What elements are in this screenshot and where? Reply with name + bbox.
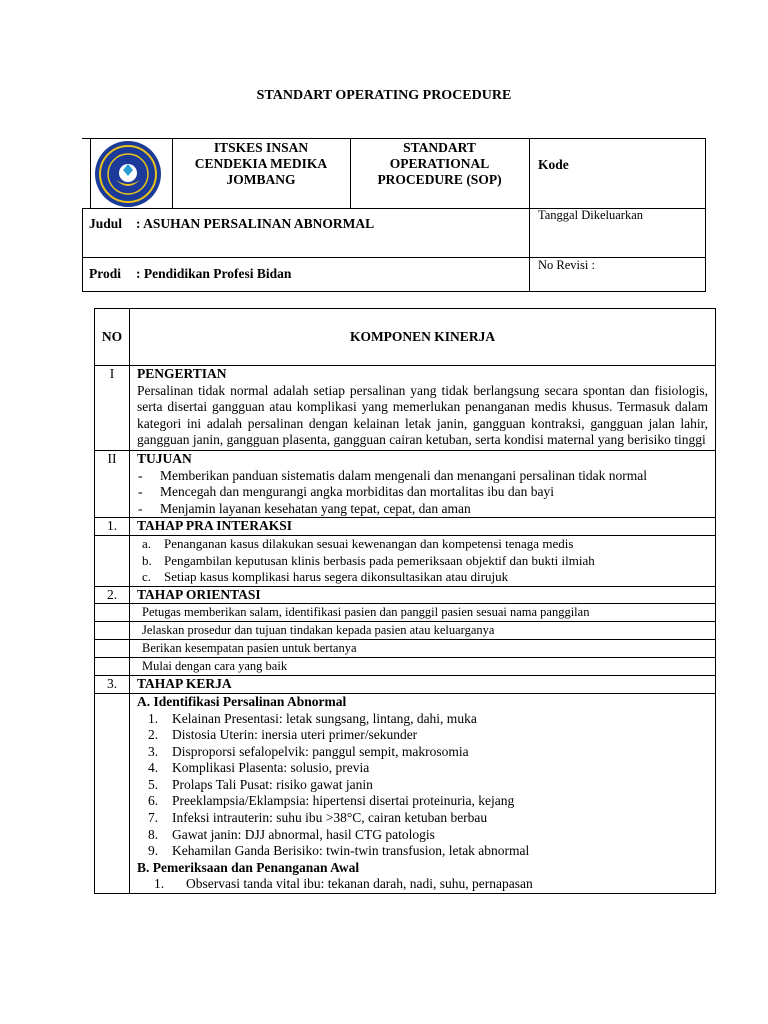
subsection-title: B. Pemeriksaan dan Penanganan Awal xyxy=(137,859,360,875)
subsection-title: A. Identifikasi Persalinan Abnormal xyxy=(137,693,347,709)
table-row xyxy=(95,604,716,622)
row-number: 2. xyxy=(95,586,130,604)
table-row xyxy=(95,622,716,640)
kerja-title-row xyxy=(95,676,716,694)
section-title: PENGERTIAN xyxy=(137,366,227,381)
prodi-label: Prodi xyxy=(89,266,122,281)
list-item: b. Pengambilan keputusan klinis berbasis pada pemeriksaan objektif dan bukti ilmiah xyxy=(142,552,595,568)
section-title: TUJUAN xyxy=(137,450,192,466)
list-item: 9. Kehamilan Ganda Berisiko: twin-twin transfusion, letak abnormal xyxy=(148,843,530,859)
pra-interaksi-items-row xyxy=(95,535,716,586)
list-item: - Mencegah dan mengurangi angka morbiditas dan mortalitas ibu dan bayi xyxy=(138,484,555,500)
orientasi-item: Jelaskan prosedur dan tujuan tindakan kepada pasien atau keluarganya xyxy=(130,622,716,640)
tanggal-label: Tanggal Dikeluarkan xyxy=(538,208,643,222)
prodi-value: : Pendidikan Profesi Bidan xyxy=(136,266,292,281)
list-item: c. Setiap kasus komplikasi harus segera dikonsultasikan atau dirujuk xyxy=(142,569,509,585)
kerja-items-row xyxy=(95,693,716,893)
institution-name: ITSKES INSAN CENDEKIA MEDIKA JOMBANG xyxy=(194,140,328,187)
kode-label: Kode xyxy=(538,157,569,172)
list-item: a. Penanganan kasus dilakukan sesuai kewenangan dan kompetensi tenaga medis xyxy=(142,535,574,551)
list-item: 5. Prolaps Tali Pusat: risiko gawat janin xyxy=(148,776,373,792)
list-item: 8. Gawat janin: DJJ abnormal, hasil CTG patologis xyxy=(148,826,435,842)
col-no-header: NO xyxy=(95,309,130,366)
list-item: 4. Komplikasi Plasenta: solusio, previa xyxy=(148,760,370,776)
sop-type: STANDART OPERATIONAL PROCEDURE (SOP) xyxy=(377,140,502,187)
col-komponen-header: KOMPONEN KINERJA xyxy=(130,309,716,366)
row-number: 1. xyxy=(95,518,130,536)
list-item: - Menjamin layanan kesehatan yang tepat, cepat, dan aman xyxy=(138,500,471,516)
list-item: - Memberikan panduan sistematis dalam mengenali dan menangani persalinan tidak normal xyxy=(138,467,647,483)
komponen-kinerja-table xyxy=(94,308,716,894)
divider xyxy=(82,138,91,139)
section-title: TAHAP KERJA xyxy=(130,676,716,694)
divider xyxy=(529,138,530,292)
orientasi-item: Petugas memberikan salam, identifikasi pasien dan panggil pasien sesuai nama panggilan xyxy=(130,604,716,622)
orientasi-item: Mulai dengan cara yang baik xyxy=(130,658,716,676)
table-row xyxy=(95,658,716,676)
list-item: 3. Disproporsi sefalopelvik: panggul sempit, makrosomia xyxy=(148,743,469,759)
orientasi-item: Berikan kesempatan pasien untuk bertanya xyxy=(130,640,716,658)
pra-interaksi-title-row xyxy=(95,518,716,536)
row-number: I xyxy=(95,366,130,451)
list-item: 1. Observasi tanda vital ibu: tekanan darah, nadi, suhu, pernapasan xyxy=(154,876,533,892)
list-item: 6. Preeklampsia/Eklampsia: hipertensi disertai proteinuria, kejang xyxy=(148,793,515,809)
row-number: II xyxy=(95,450,130,517)
section-title: TAHAP PRA INTERAKSI xyxy=(130,518,716,536)
table-row xyxy=(95,640,716,658)
list-item: 1. Kelainan Presentasi: letak sungsang, lintang, dahi, muka xyxy=(148,710,477,726)
list-item: 2. Distosia Uterin: inersia uteri primer/sekunder xyxy=(148,727,418,743)
pengertian-text: Persalinan tidak normal adalah setiap persalinan yang tidak berlangsung secara spontan dan fisiologis, serta disertai gangguan atau komplikasi yang memerlukan penanganan medis khusus. Termasuk dalam kategori ini adalah persalinan dengan kelainan letak janin, gangguan kontraksi, gangguan jalan lahir, gangguan janin, gangguan plasenta, gangguan cairan ketuban, serta kondisi maternal yang berisiko tinggi xyxy=(137,382,708,448)
table-header-row xyxy=(95,309,716,366)
tujuan-row xyxy=(95,450,716,517)
institution-logo xyxy=(90,140,166,208)
orientasi-title-row xyxy=(95,586,716,604)
sop-header-table xyxy=(82,138,706,292)
section-title: TAHAP ORIENTASI xyxy=(130,586,716,604)
judul-value: : ASUHAN PERSALINAN ABNORMAL xyxy=(136,216,375,231)
row-number: 3. xyxy=(95,676,130,694)
list-item: 7. Infeksi intrauterin: suhu ibu >38°C, cairan ketuban berbau xyxy=(148,810,488,826)
document-title: STANDART OPERATING PROCEDURE xyxy=(256,88,512,103)
revisi-label: No Revisi : xyxy=(538,258,595,272)
pengertian-row xyxy=(95,366,716,451)
judul-label: Judul xyxy=(89,216,123,231)
